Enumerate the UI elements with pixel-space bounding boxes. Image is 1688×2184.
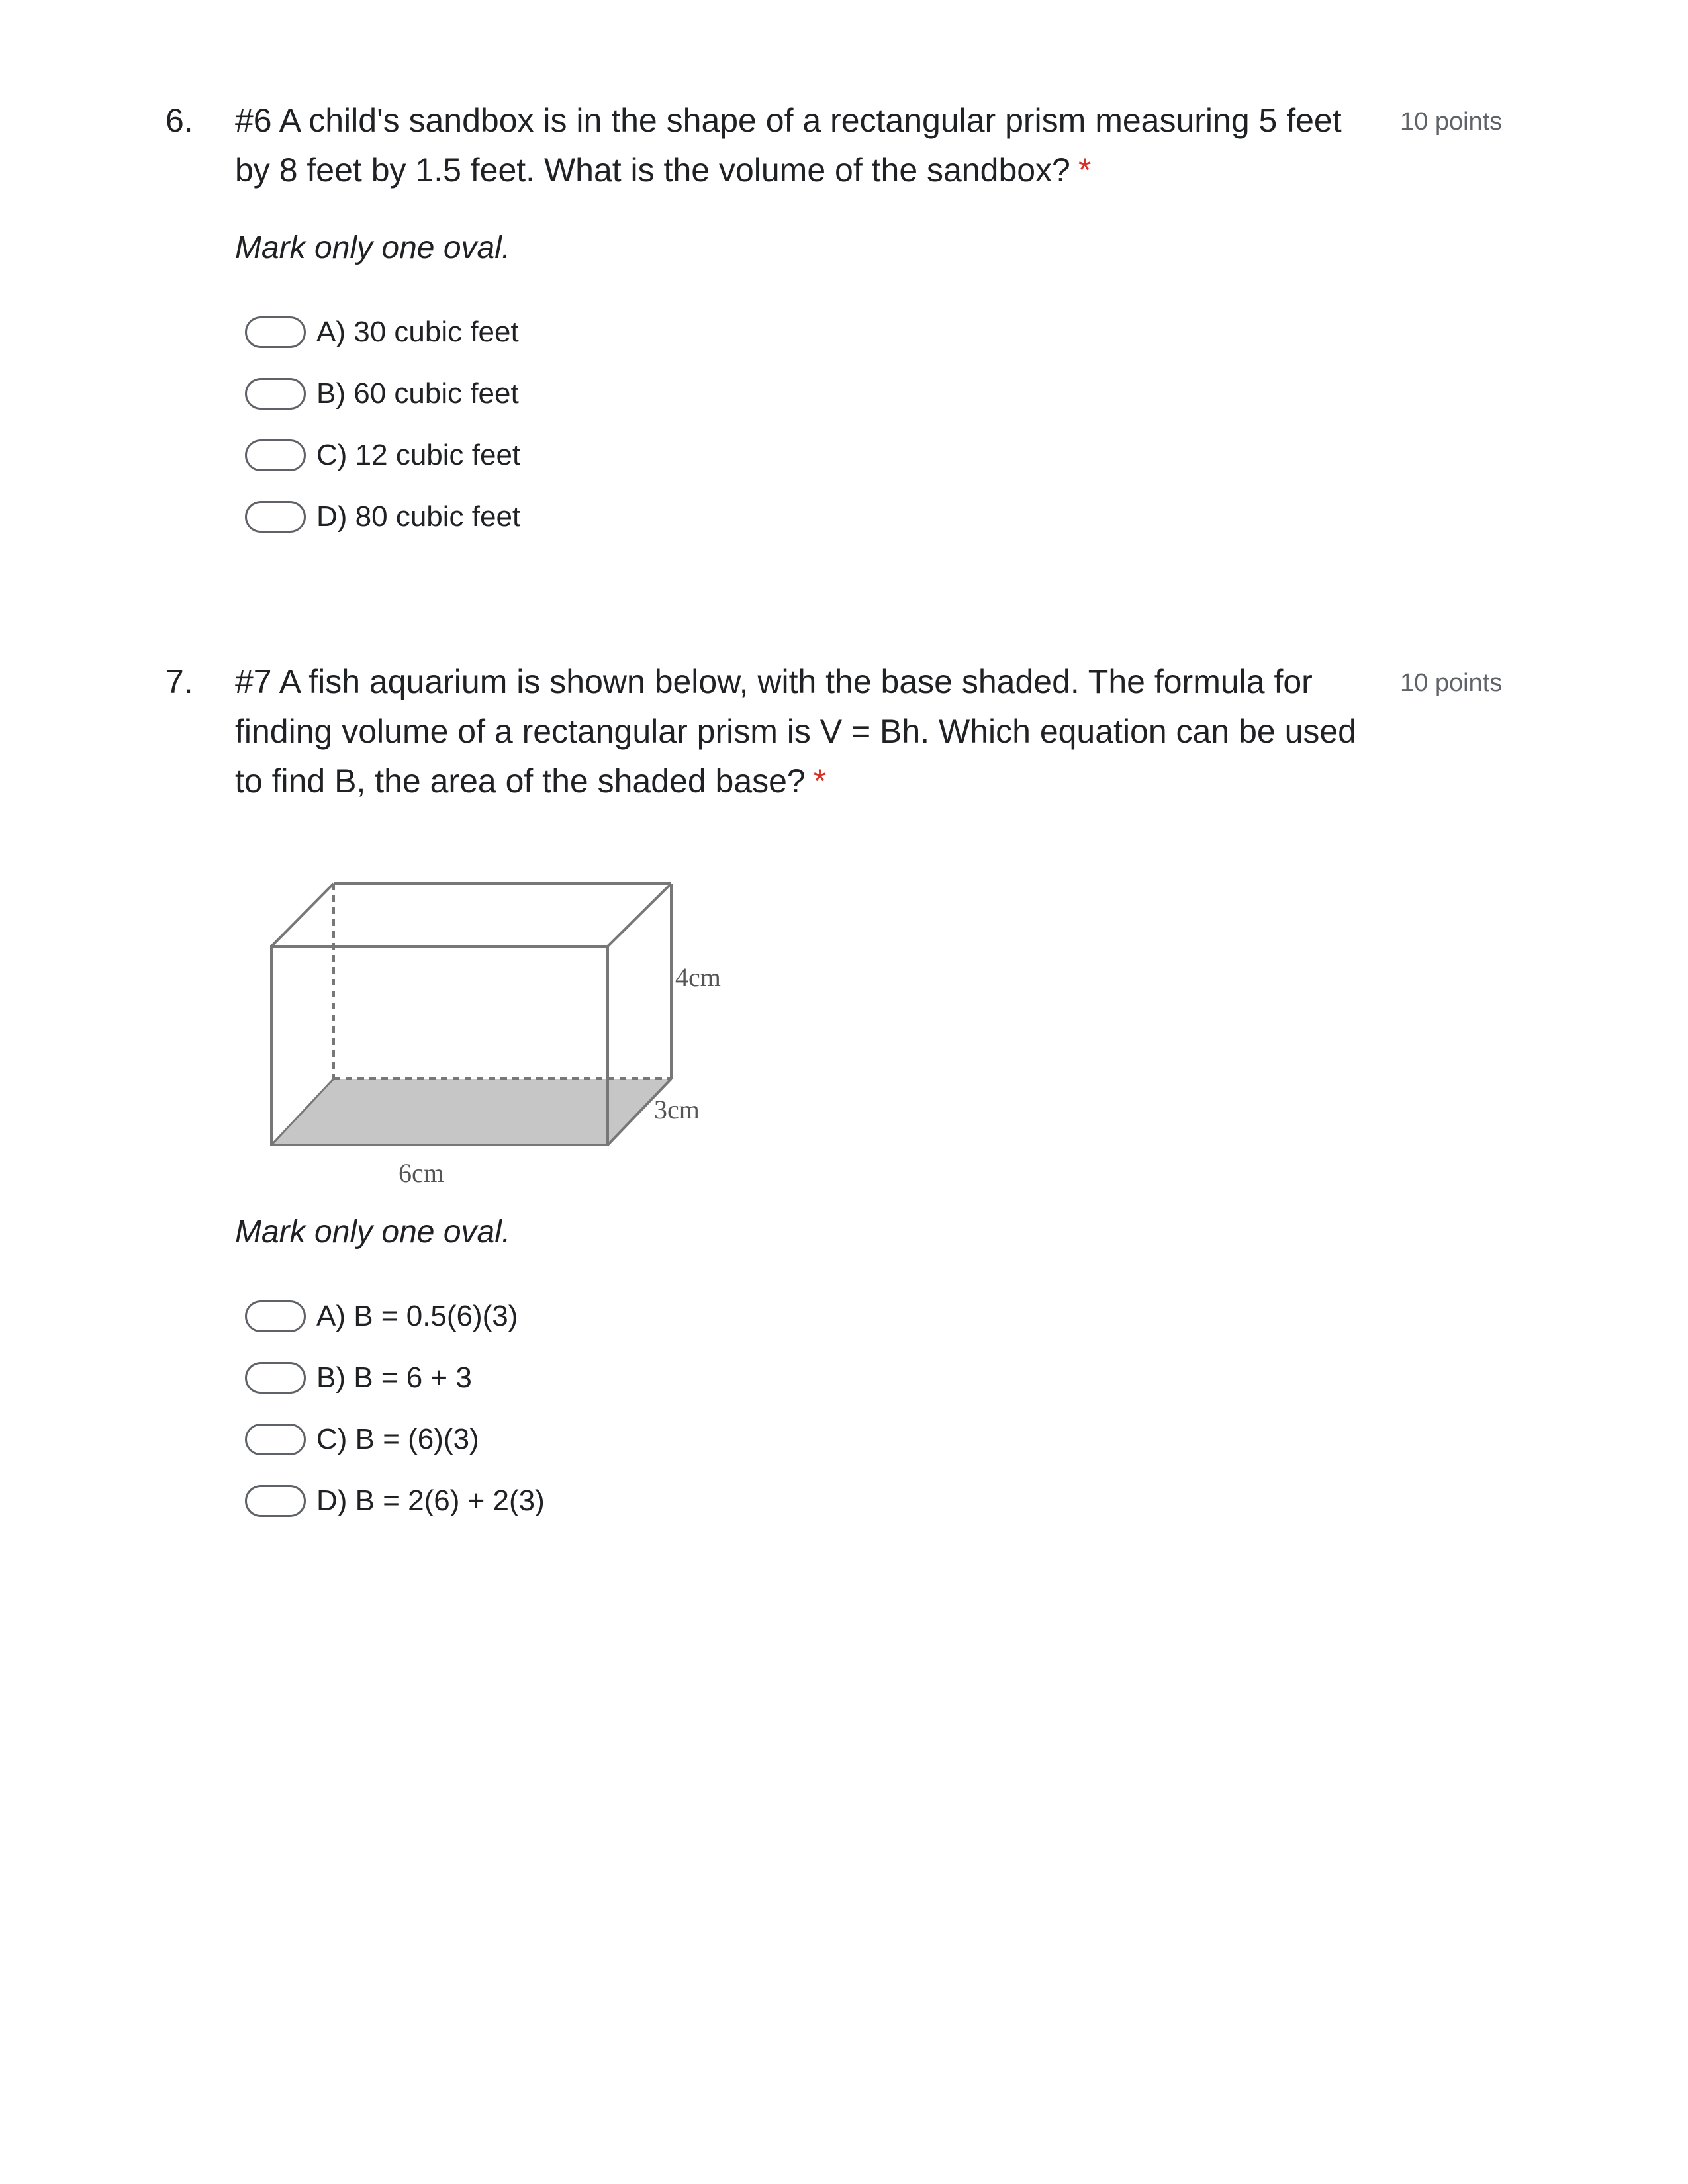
option-c[interactable] [245,424,520,486]
option-b[interactable] [245,1347,545,1408]
radio-oval[interactable] [245,378,306,410]
question-number: 7. [165,663,193,700]
option-label: D) B = 2(6) + 2(3) [316,1484,545,1517]
option-label: C) 12 cubic feet [316,438,521,471]
options-list [245,1285,545,1531]
radio-oval[interactable] [245,439,306,471]
radio-oval[interactable] [245,501,306,533]
depth-label: 3cm [654,1095,700,1124]
required-asterisk: * [813,762,827,799]
top-left-edge [271,884,334,946]
question-text [235,96,1374,195]
option-label: A) B = 0.5(6)(3) [316,1299,518,1332]
option-a[interactable] [245,1285,545,1347]
option-d[interactable] [245,486,520,547]
instruction-text: Mark only one oval. [235,1214,511,1250]
required-asterisk: * [1078,152,1092,189]
option-label: A) 30 cubic feet [316,315,519,348]
question-text [235,657,1374,806]
option-a[interactable] [245,301,520,363]
height-label: 4cm [675,962,721,992]
points-badge: 10 points [1400,669,1503,697]
option-d[interactable] [245,1470,545,1531]
option-label: C) B = (6)(3) [316,1422,479,1455]
radio-oval[interactable] [245,1362,306,1394]
option-label: B) B = 6 + 3 [316,1361,472,1394]
top-right-edge [608,884,671,946]
radio-oval[interactable] [245,1300,306,1332]
aquarium-diagram [258,867,761,1201]
points-badge: 10 points [1400,108,1503,136]
question-number: 6. [165,102,193,139]
question-text-body: #7 A fish aquarium is shown below, with the base shaded. The formula for finding volume of a rectangular prism is V = Bh. Which equation can be used to find B, the area of the shaded base? [235,663,1356,799]
option-c[interactable] [245,1408,545,1470]
length-label: 6cm [399,1158,444,1188]
option-label: B) 60 cubic feet [316,377,519,410]
rectangular-prism-figure [258,867,761,1198]
radio-oval[interactable] [245,1424,306,1455]
question-text-body: #6 A child's sandbox is in the shape of a rectangular prism measuring 5 feet by 8 feet by 1.5 feet. What is the volume of the sandbox? [235,102,1342,189]
radio-oval[interactable] [245,1485,306,1517]
radio-oval[interactable] [245,316,306,348]
shaded-base [271,1079,671,1145]
instruction-text: Mark only one oval. [235,230,511,265]
options-list [245,301,520,547]
option-b[interactable] [245,363,520,424]
option-label: D) 80 cubic feet [316,500,521,533]
